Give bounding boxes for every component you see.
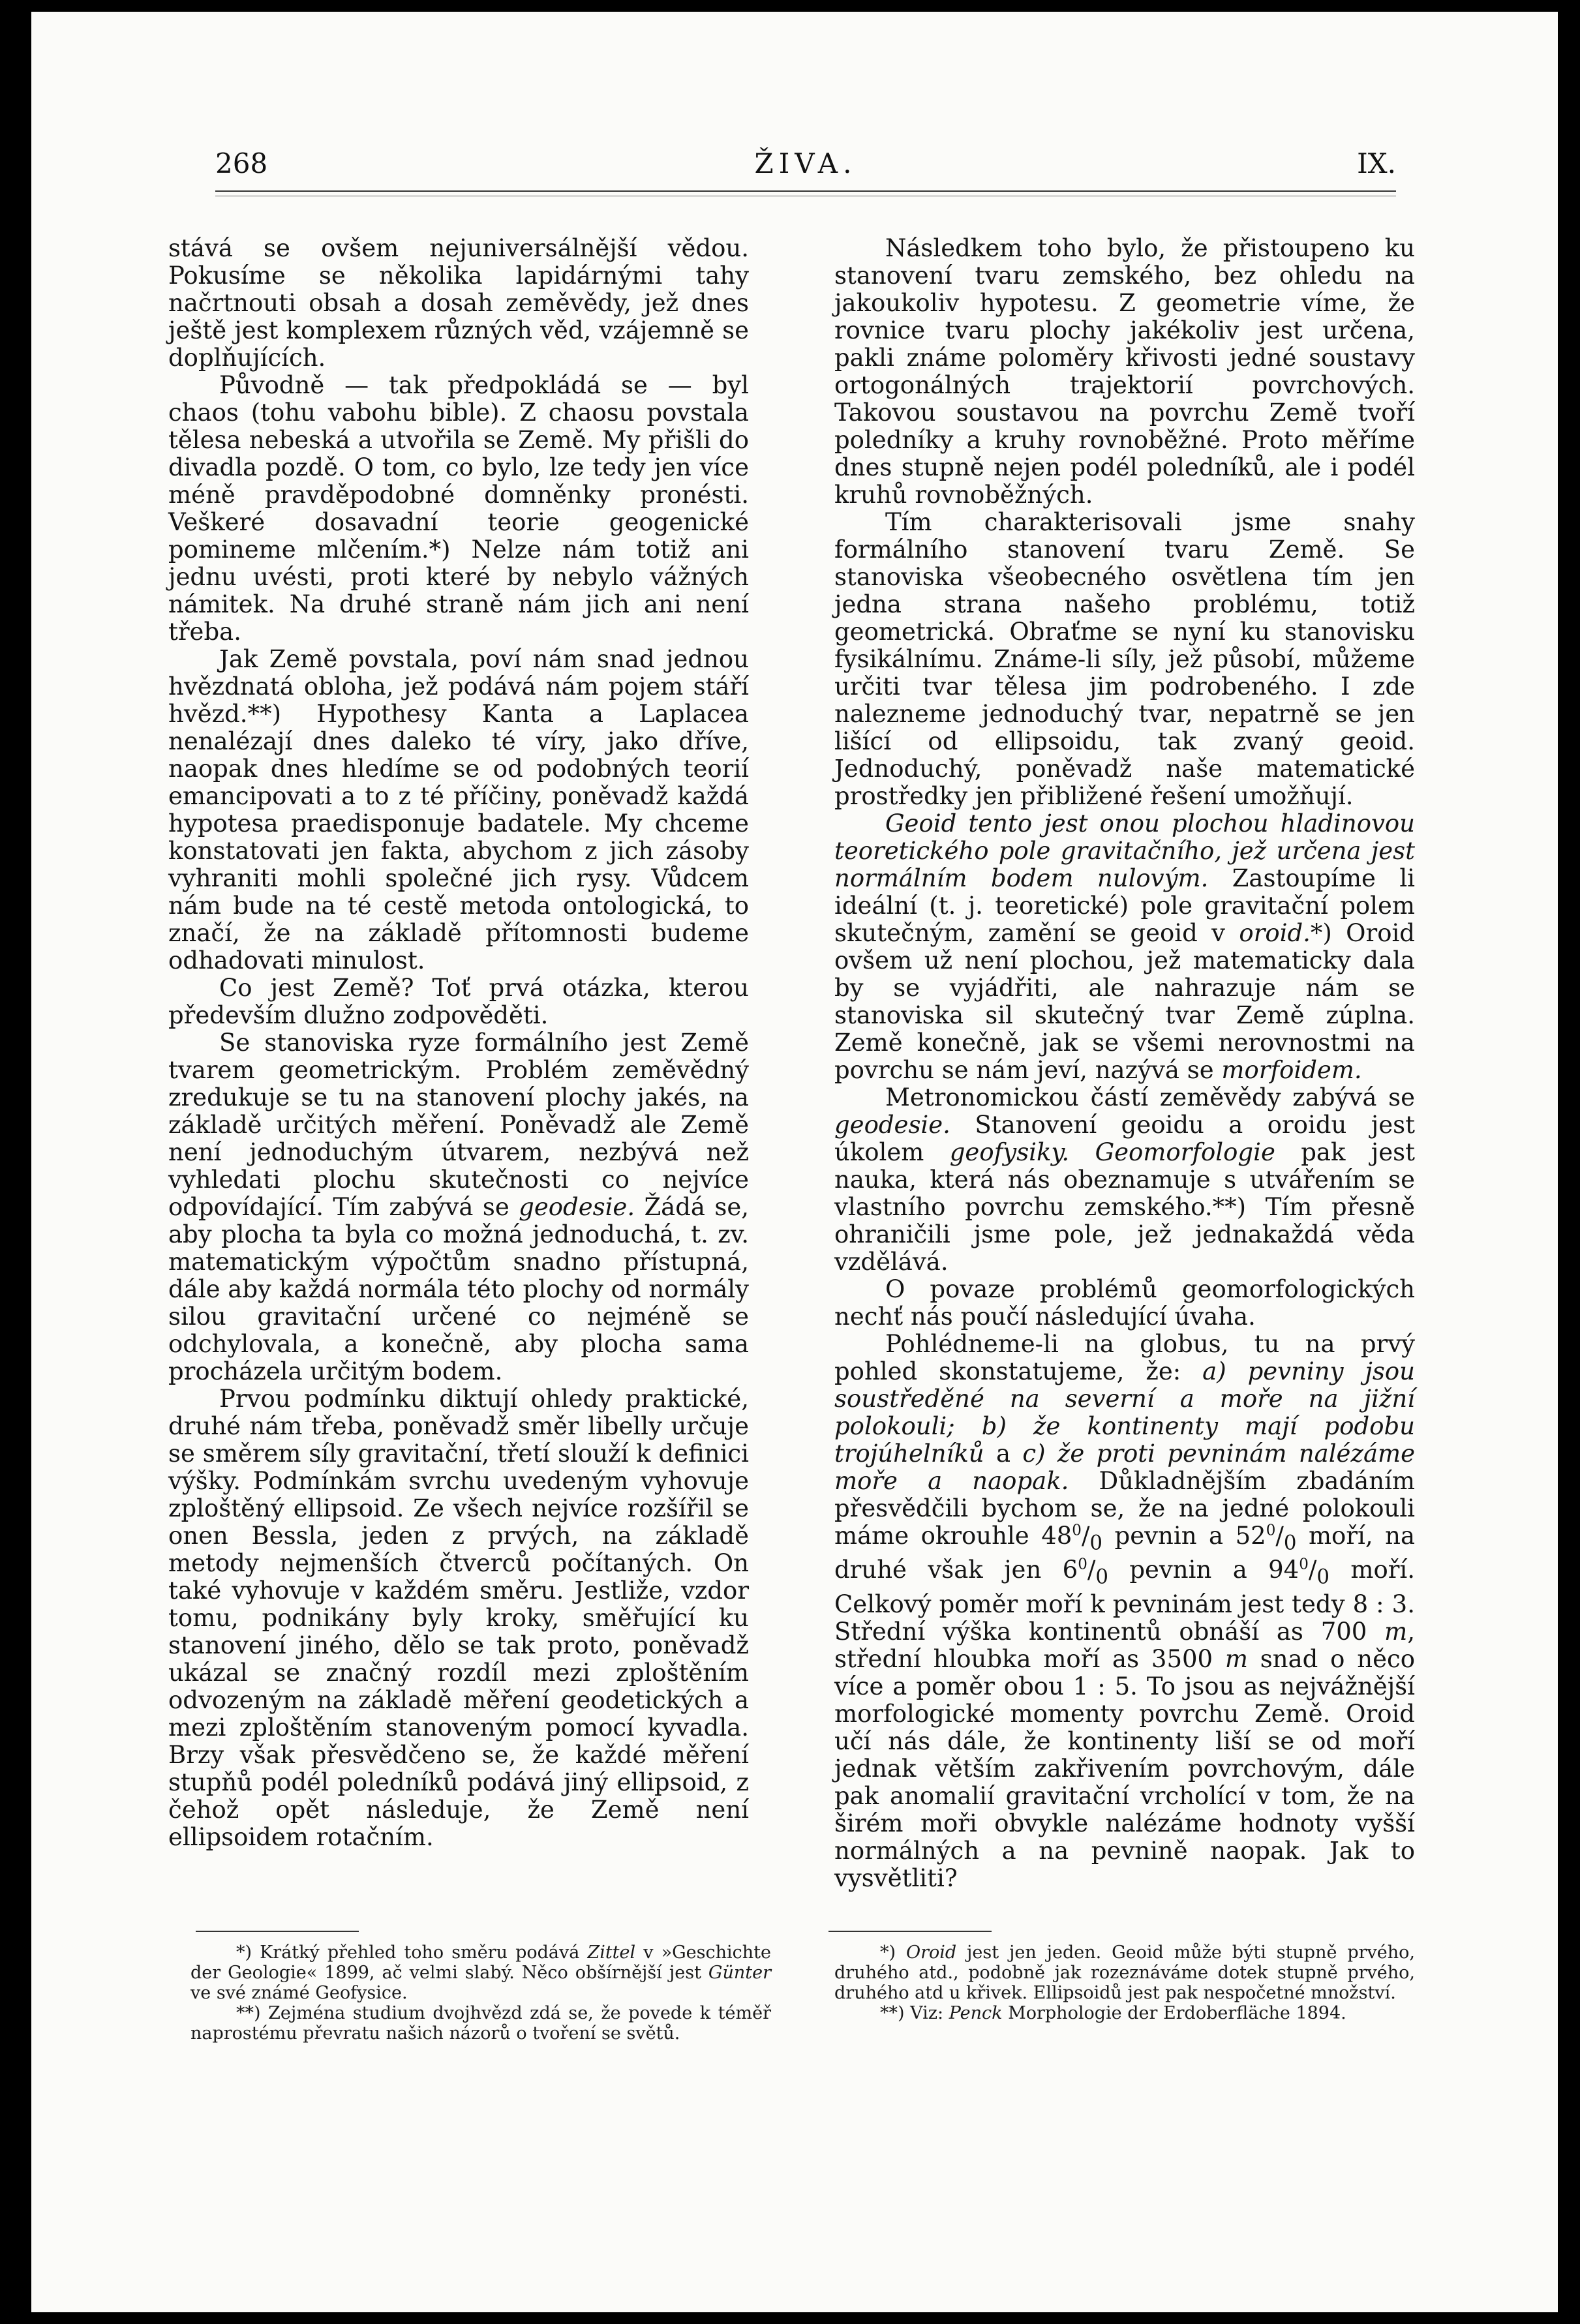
- right-footnotes: [834, 1942, 1415, 2023]
- paragraph: Geoid tento jest onou plochou hladinovou teoretického pole gravitačního, jež určena jest normálním bodem nulovým. Zastoupíme li ideální (t. j. teoretické) pole gravitační polem skutečným, zamění se geoid v oroid.*) Oroid ovšem už není plochou, jež matematicky dala by se vyjádřiti, ale nahrazuje nám se stanoviska sil skutečný tvar Země zúplna. Země konečně, jak se všemi nerovnostmi na povrchu se nám jeví, nazývá se morfoidem.: [834, 809, 1416, 1084]
- paragraph: Pohlédneme-li na globus, tu na prvý pohled skonstatujeme, že: a) pevniny jsou soustředěné na severní a moře na jižní polokouli; b) že kontinenty mají podobu trojúhelníků a c) že proti pevninám nalézáme moře a naopak. Důkladnějším zbadáním přesvědčili bychom se, že na jedné polokouli máme okrouhle $48^0/_0$ pevnin a $52^0/_0$ moří, na druhé však jen $6^0/_0$ pevnin a $94^0/_0$ moří. Celkový poměr moří k pevninám jest tedy 8 : 3. Střední výška kontinentů obnáší as 700 m, střední hloubka moří as 3500 m snad o něco více a poměr obou 1 : 5. To jsou as nejvážnější morfologické momenty povrchu Země. Oroid učí nás dále, že kontinenty liší se od moří jednak větším zakřivením povrchovým, dále pak anomalií gravitační vrcholící v tom, že na širém moři obvykle nalézáme hodnoty vyšší normálných a na pevnině naopak. Jak to vysvětliti?: [834, 1330, 1416, 1892]
- journal-title: ŽIVA.: [754, 147, 857, 179]
- footnote: **) Viz: Penck Morphologie der Erdoberfläche 1894.: [880, 2003, 1346, 2023]
- right-column: [834, 235, 1415, 1892]
- paragraph: Prvou podmínku diktují ohledy praktické, druhé nám třeba, poněvadž směr libelly určuje se směrem síly gravitační, třetí slouží k definici výšky. Podmínkám svrchu uvedeným vyhovuje zploštěný ellipsoid. Ze všech nejvíce rozšířil se onen Bessla, jeden z prvých, na základě metody nejmenších čtverců počítaných. On také vyhovuje v každém směru. Jestliže, vzdor tomu, podnikány byly kroky, směřující ku stanovení jiného, dělo se tak proto, poněvadž ukázal se značný rozdíl mezi zploštěním odvozeným na základě měření geodetických a mezi zploštěním stanoveným pomocí kyvadla. Brzy však přesvědčeno se, že každé měření stupňů podél poledníků podává jiný ellipsoid, z čehož opět následuje, že Země není ellipsoidem rotačním.: [168, 1385, 749, 1851]
- paragraph: Následkem toho bylo, že přistoupeno ku stanovení tvaru zemského, bez ohledu na jakoukoliv hypotesu. Z geometrie víme, že rovnice tvaru plochy jakékoliv jest určena, pakli známe poloměry křivosti jedné soustavy ortogonálných trajektorií povrchových. Takovou soustavou na povrchu Země tvoří poledníky a kruhy rovnoběžné. Proto měříme dnes stupně nejen podél poledníků, ale i podél kruhů rovnoběžných.: [834, 234, 1415, 509]
- footnote: **) Zejména studium dvojhvězd zdá se, že povede k téměř naprostému převratu našich názorů o tvoření se světů.: [190, 2003, 771, 2044]
- footnote-rule-right: [828, 1931, 992, 1932]
- paragraph: Jak Země povstala, poví nám snad jednou hvězdnatá obloha, jež podává nám pojem stáří hvězd.**) Hypothesy Kanta a Laplacea nenalézají dnes daleko té víry, jako dříve, naopak dnes hledíme se od podobných teorií emancipovati a to z té příčiny, poněvadž každá hypotesa praedisponuje badatele. My chceme konstatovati jen fakta, abychom z jich zásoby vyhraniti mohli společné jich rysy. Vůdcem nám bude na té cestě metoda ontologická, to značí, že na základě přítomnosti budeme odhadovati minulost.: [168, 645, 749, 974]
- paragraph: Co jest Země? Toť prvá otázka, kterou především dlužno zodpověděti.: [168, 974, 749, 1029]
- footnote: *) Oroid jest jen jeden. Geoid může býti stupně prvého, druhého atd., podobně jak rozeznáváme dotek stupně prvého, druhého atd u křivek. Ellipsoidů jest pak nespočetné množství.: [834, 1942, 1416, 2003]
- header-rule: [215, 190, 1396, 196]
- paragraph: Tím charakterisovali jsme snahy formálního stanovení tvaru Země. Se stanoviska všeobecného osvětlena tím jen jedna strana našeho problému, totiž geometrická. Obraťme se nyní ku stanovisku fysikálnímu. Známe-li síly, jež působí, můžeme určiti tvar tělesa jim podrobeného. I zde nalezneme jednoduchý tvar, nepatrně se jen lišící od ellipsoidu, tak zvaný geoid. Jednoduchý, poněvadž naše matematické prostředky jen přibližené řešení umožňují.: [834, 508, 1415, 810]
- paragraph: stává se ovšem nejuniversálnější vědou. Pokusíme se několika lapidárnými tahy načrtnouti obsah a dosah zeměvědy, jež dnes ještě jest komplexem různých věd, vzájemně se doplňujících.: [168, 234, 749, 372]
- page-number: 268: [215, 147, 268, 179]
- running-header: [215, 147, 1396, 188]
- paragraph: O povaze problémů geomorfologických nechť nás poučí následující úvaha.: [834, 1275, 1415, 1331]
- volume-number: IX.: [1357, 147, 1396, 179]
- paragraph: Se stanoviska ryze formálního jest Země tvarem geometrickým. Problém zeměvědný zredukuje se tu na stanovení plochy jakés, na základě určitých měření. Poněvadž ale Země není jednoduchým útvarem, nezbývá než vyhledati plochu skutečnosti co nejvíce odpovídající. Tím zabývá se geodesie. Žádá se, aby plocha ta byla co možná jednoduchá, t. zv. matematickým výpočtům snadno přístupná, dále aby každá normála této plochy od normály silou gravitační určené co nejméně se odchylovala, a konečně, aby plocha sama procházela určitým bodem.: [168, 1029, 750, 1385]
- footnote: *) Krátký přehled toho směru podává Zittel v »Geschichte der Geologie« 1899, ač velmi slabý. Něco obšírnější jest Günter ve své známé Geofysice.: [190, 1942, 771, 2003]
- footnote-rule-left: [196, 1931, 359, 1932]
- paragraph: Metronomickou částí zeměvědy zabývá se geodesie. Stanovení geoidu a oroidu jest úkolem geofysiky. Geomorfologie pak jest nauka, která nás obeznamuje s utvářením se vlastního povrchu zemského.**) Tím přesně ohraničili jsme pole, jež jednakaždá věda vzdělává.: [834, 1083, 1415, 1276]
- left-footnotes: [190, 1942, 771, 2044]
- paragraph: Původně — tak předpokládá se — byl chaos (tohu vabohu bible). Z chaosu povstala tělesa nebeská a utvořila se Země. My přišli do divadla pozdě. O tom, co bylo, lze tedy jen více méně pravděpodobné domněnky pronésti. Veškeré dosavadní teorie geogenické pomineme mlčením.*) Nelze nám totiž ani jednu uvésti, proti které by nebylo vážných námitek. Na druhé straně nám jich ani není třeba.: [168, 371, 749, 646]
- left-column: [168, 235, 749, 1851]
